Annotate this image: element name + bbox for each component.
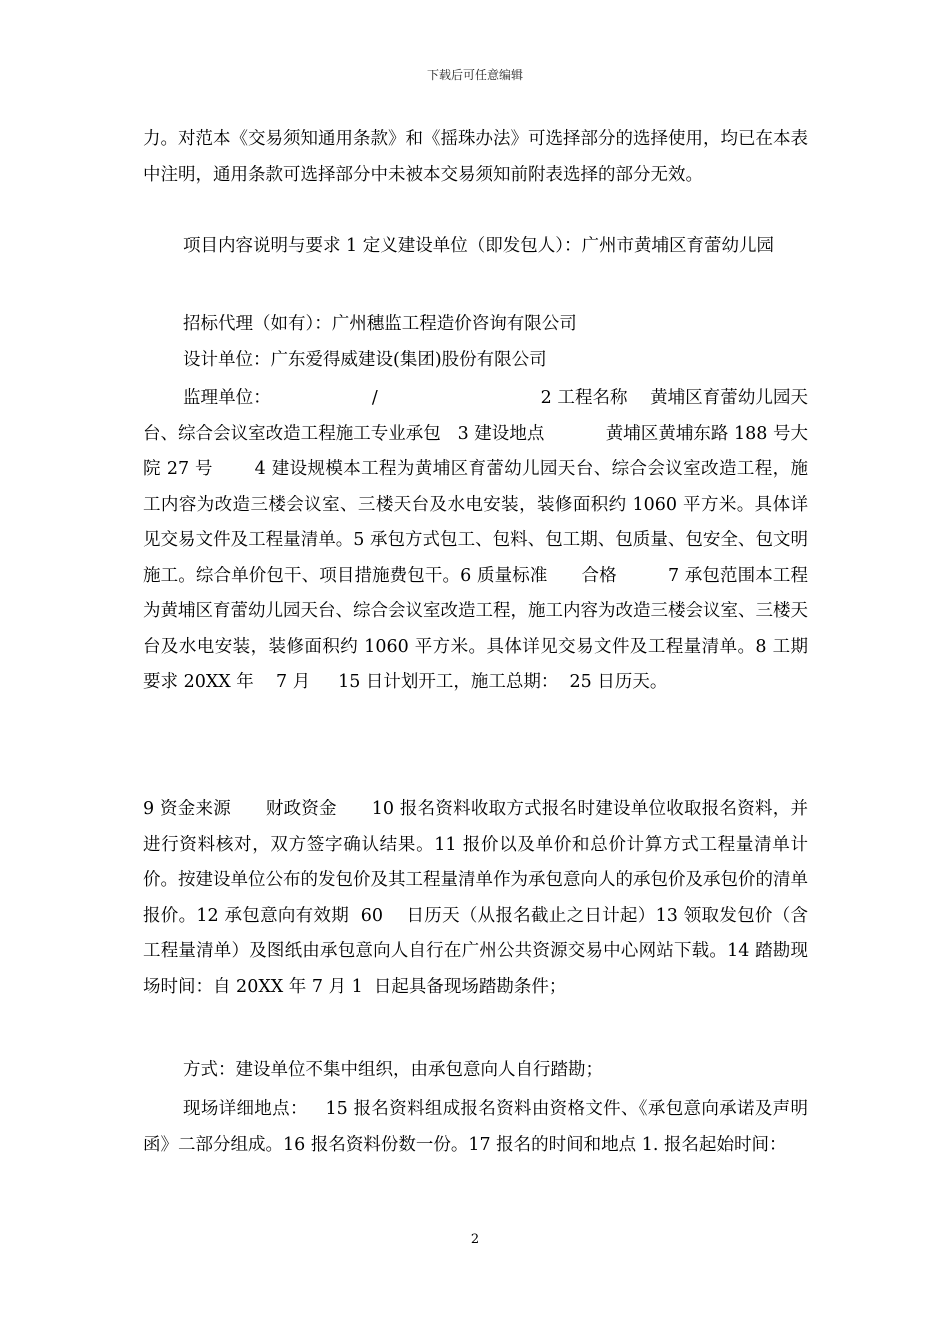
- page-number: 2: [470, 1232, 480, 1247]
- paragraph-1: 力。对范本《交易须知通用条款》和《摇珠办法》可选择部分的选择使用，均已在本表中注明，通用条款可选择部分中未被本交易须知前附表选择的部分无效。: [143, 129, 808, 185]
- paragraph-6: 9 资金来源 财政资金 10 报名资料收取方式报名时建设单位收取报名资料，并进行资料核对，双方签字确认结果。11 报价以及单价和总价计算方式工程量清单计价。按建设单位公布的发包价及其工程量清单作为承包意向人的承包价及承包价的清单报价。12 承包意向有效期 60 日历天（从报名截止之日计起）13 领取发包价（含工程量清单）及图纸由承包意向人自行在广州公共资源交易中心网站下载。14 踏勘现场时间：自 20XX 年 7 月 1 日起具备现场踏勘条件；: [143, 799, 808, 997]
- paragraph-3: 招标代理（如有）：广州穗监工程造价咨询有限公司: [183, 314, 577, 334]
- paragraph-5: 监理单位： / 2 工程名称 黄埔区育蕾幼儿园天台、综合会议室改造工程施工专业承包 3 建设地点 黄埔区黄埔东路 188 号大院 27 号 4 建设规模本工程为黄埔区育蕾幼儿园天台、综合会议室改造工程，施工内容为改造三楼会议室、三楼天台及水电安装，装修面积约 1060 平方米。具体详见交易文件及工程量清单。5 承包方式包工、包料、包工期、包质量、包安全、包文明施工。综合单价包干、项目措施费包干。6 质量标准 合格 7 承包范围本工程为黄埔区育蕾幼儿园天台、综合会议室改造工程，施工内容为改造三楼会议室、三楼天台及水电安装，装修面积约 1060 平方米。具体详见交易文件及工程量清单。8 工期要求 20XX 年 7 月 15 日计划开工，施工总期： 25 日历天。: [143, 388, 808, 692]
- paragraph-2: 项目内容说明与要求 1 定义建设单位（即发包人）：广州市黄埔区育蕾幼儿园: [183, 236, 775, 256]
- paragraph-4: 设计单位：广东爱得威建设(集团)股份有限公司: [183, 350, 547, 370]
- paragraph-8: 现场详细地点： 15 报名资料组成报名资料由资格文件、《承包意向承诺及声明函》二部分组成。16 报名资料份数一份。17 报名的时间和地点 1. 报名起始时间：: [143, 1099, 808, 1155]
- page-header-note: 下载后可任意编辑: [426, 68, 523, 82]
- paragraph-7: 方式：建设单位不集中组织，由承包意向人自行踏勘；: [183, 1060, 603, 1080]
